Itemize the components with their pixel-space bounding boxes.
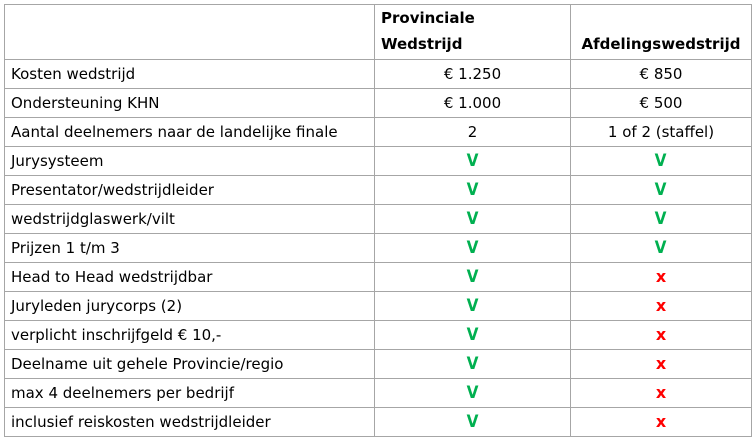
afdeling-cell: [571, 176, 752, 205]
cross-icon: x: [655, 354, 667, 373]
check-icon: V: [655, 151, 667, 171]
provinciale-value: € 1.000: [375, 89, 571, 118]
row-label: Prijzen 1 t/m 3: [5, 234, 375, 263]
table-row: [5, 321, 752, 350]
check-icon: V: [466, 296, 479, 316]
cross-icon: x: [655, 412, 667, 431]
cross-icon: x: [655, 267, 667, 286]
row-label: Deelname uit gehele Provincie/regio: [5, 350, 375, 379]
row-label: verplicht inschrijfgeld € 10,-: [5, 321, 375, 350]
row-label: Ondersteuning KHN: [5, 89, 375, 118]
afdeling-cell: [571, 408, 752, 437]
check-icon: V: [466, 209, 479, 229]
table-body: [5, 60, 752, 437]
check-icon: V: [466, 238, 479, 258]
header-provinciale-wedstrijd: [375, 5, 571, 60]
check-icon: V: [655, 238, 667, 258]
provinciale-cell: [375, 350, 571, 379]
provinciale-cell: [375, 205, 571, 234]
table-row: [5, 263, 752, 292]
table-row: [5, 408, 752, 437]
afdeling-value: € 850: [571, 60, 752, 89]
check-icon: V: [466, 267, 479, 287]
provinciale-cell: [375, 321, 571, 350]
table-row: [5, 205, 752, 234]
cross-icon: x: [655, 325, 667, 344]
table-row: [5, 234, 752, 263]
check-icon: V: [466, 412, 479, 432]
afdeling-cell: [571, 379, 752, 408]
table-row: [5, 147, 752, 176]
provinciale-cell: [375, 408, 571, 437]
table-row: [5, 176, 752, 205]
header-afdelingswedstrijd: Afdelingswedstrijd: [571, 5, 752, 60]
afdeling-value: 1 of 2 (staffel): [571, 118, 752, 147]
header-empty-cell: [5, 5, 375, 60]
provinciale-cell: [375, 379, 571, 408]
comparison-table: [4, 4, 752, 437]
afdeling-cell: [571, 234, 752, 263]
afdeling-cell: [571, 147, 752, 176]
check-icon: V: [655, 180, 667, 200]
header-provinciale-line2: Wedstrijd: [381, 35, 463, 53]
row-label: max 4 deelnemers per bedrijf: [5, 379, 375, 408]
table-row: [5, 350, 752, 379]
afdeling-value: € 500: [571, 89, 752, 118]
table-row: [5, 379, 752, 408]
check-icon: V: [466, 383, 479, 403]
provinciale-cell: [375, 292, 571, 321]
comparison-table-container: [4, 4, 752, 437]
row-label: Head to Head wedstrijdbar: [5, 263, 375, 292]
table-header-row: [5, 5, 752, 60]
check-icon: V: [655, 209, 667, 229]
provinciale-value: 2: [375, 118, 571, 147]
cross-icon: x: [655, 383, 667, 402]
row-label: Aantal deelnemers naar de landelijke finale: [5, 118, 375, 147]
cross-icon: x: [655, 296, 667, 315]
table-row: [5, 89, 752, 118]
afdeling-cell: [571, 263, 752, 292]
afdeling-cell: [571, 350, 752, 379]
row-label: Presentator/wedstrijdleider: [5, 176, 375, 205]
row-label: Juryleden jurycorps (2): [5, 292, 375, 321]
check-icon: V: [466, 325, 479, 345]
table-row: [5, 60, 752, 89]
provinciale-cell: [375, 176, 571, 205]
provinciale-cell: [375, 147, 571, 176]
provinciale-cell: [375, 263, 571, 292]
afdeling-cell: [571, 292, 752, 321]
table-row: [5, 292, 752, 321]
afdeling-cell: [571, 321, 752, 350]
check-icon: V: [466, 180, 479, 200]
check-icon: V: [466, 354, 479, 374]
provinciale-value: € 1.250: [375, 60, 571, 89]
check-icon: V: [466, 151, 479, 171]
row-label: Kosten wedstrijd: [5, 60, 375, 89]
afdeling-cell: [571, 205, 752, 234]
table-row: [5, 118, 752, 147]
row-label: wedstrijdglaswerk/vilt: [5, 205, 375, 234]
row-label: Jurysysteem: [5, 147, 375, 176]
provinciale-cell: [375, 234, 571, 263]
header-provinciale-line1: Provinciale: [381, 9, 475, 27]
row-label: inclusief reiskosten wedstrijdleider: [5, 408, 375, 437]
